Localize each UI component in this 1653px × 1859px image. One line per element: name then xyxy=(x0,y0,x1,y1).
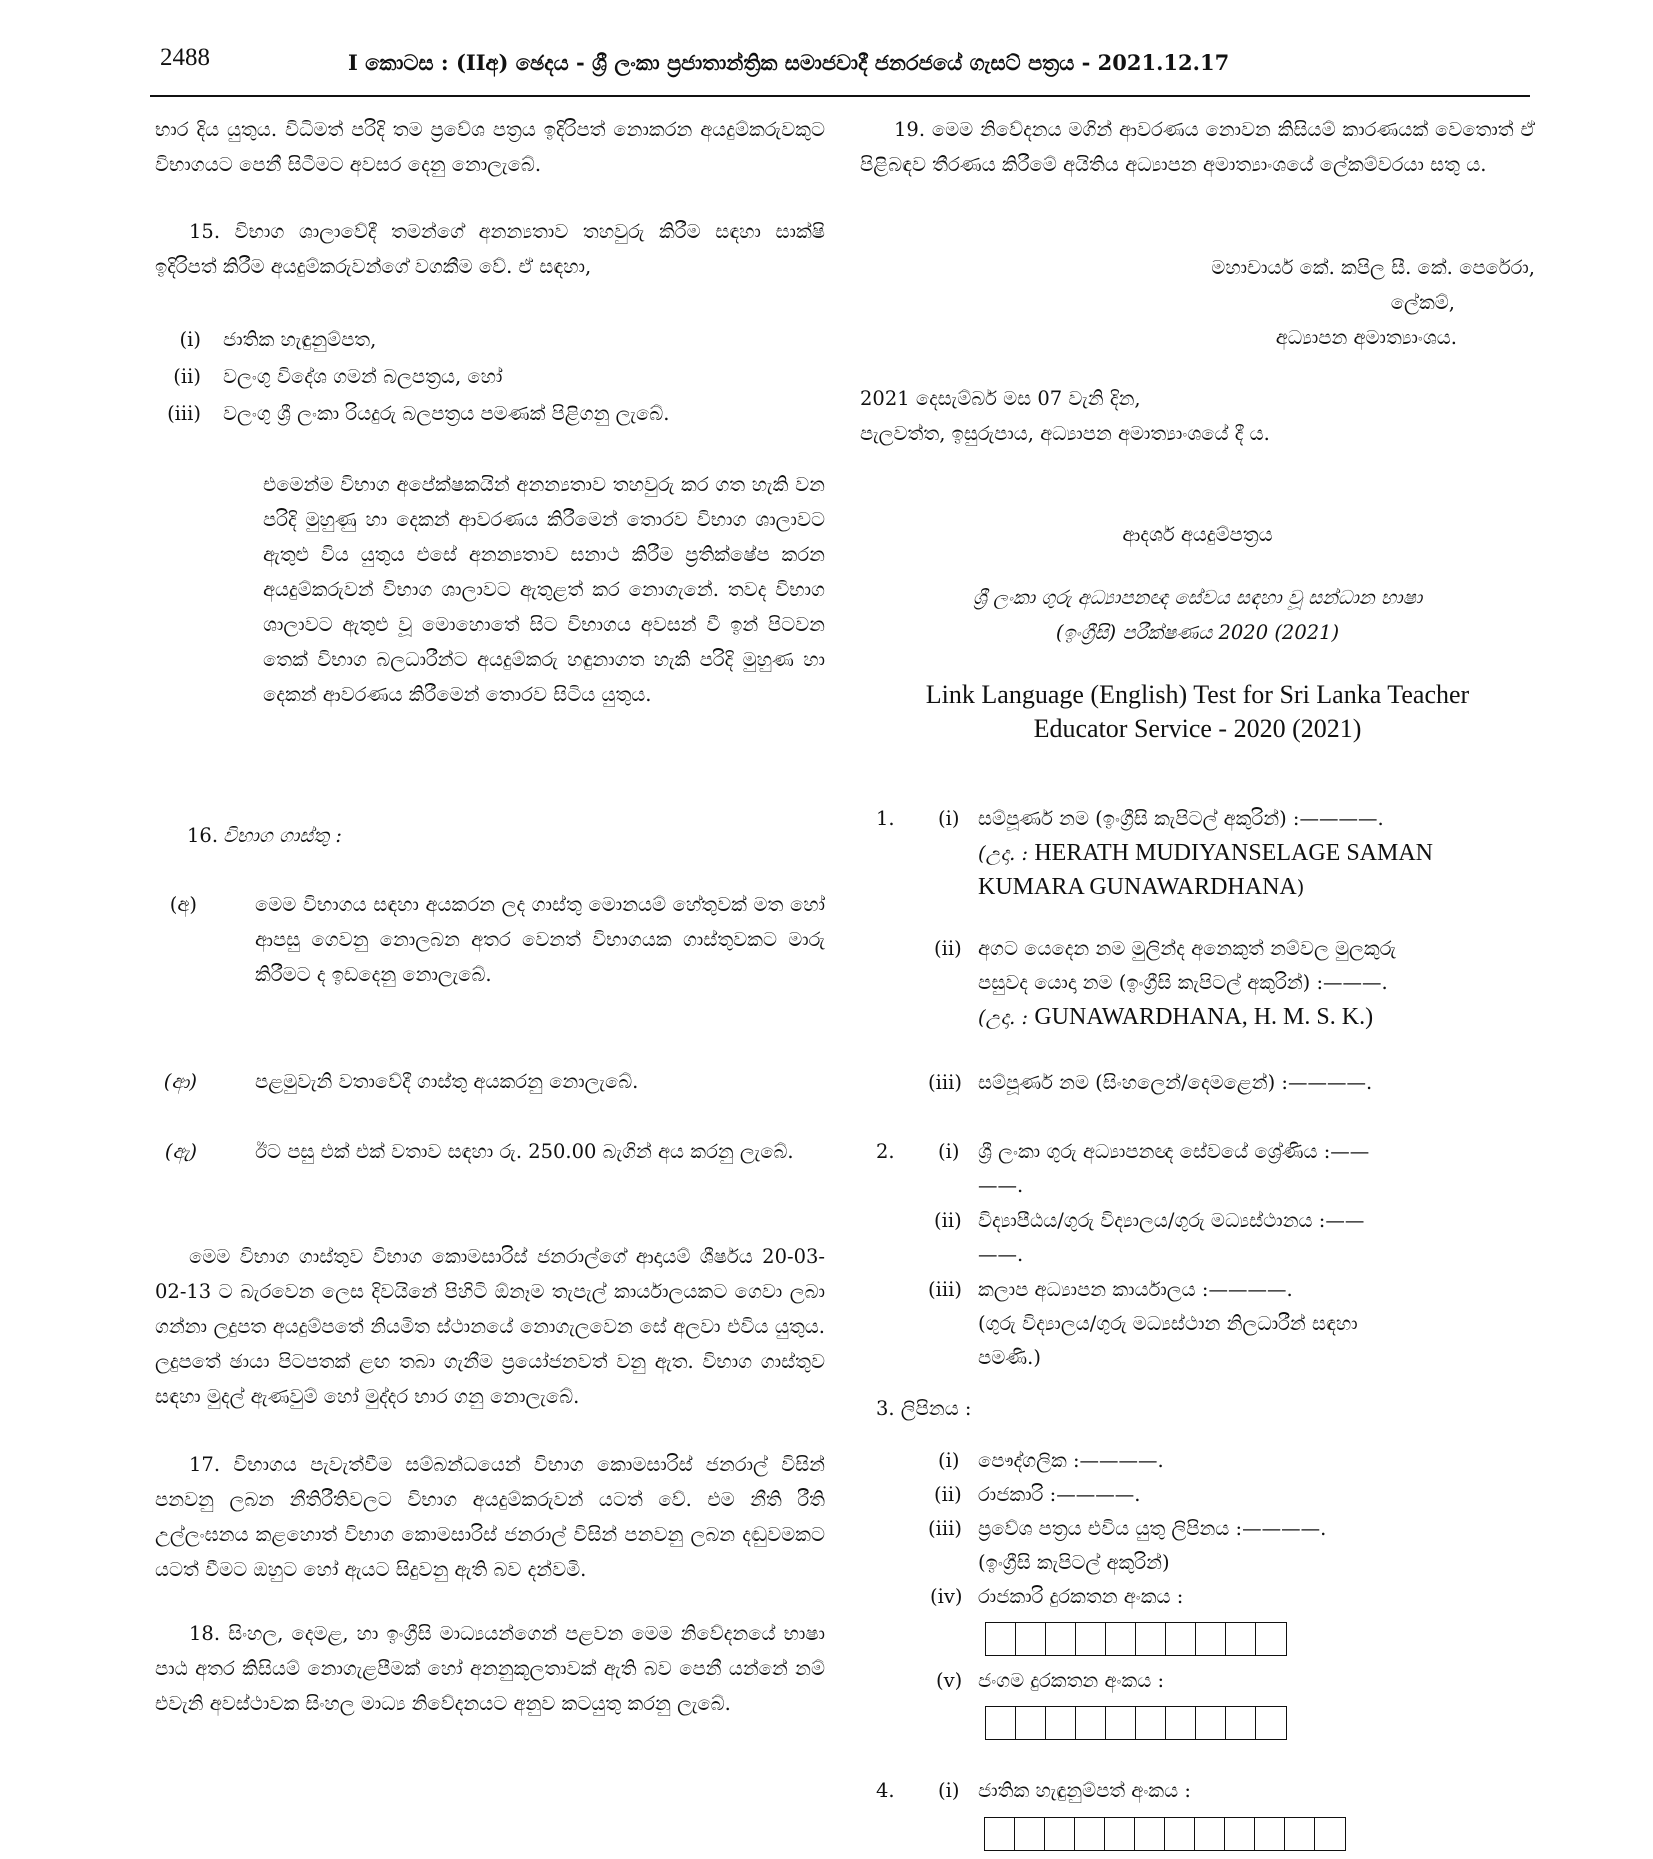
field-official-address: රාජකාරි :————. xyxy=(978,1483,1141,1506)
digit-box[interactable] xyxy=(1226,1707,1256,1739)
english-title-line-1: Link Language (English) Test for Sri Lanka Teacher xyxy=(925,680,1470,709)
question-number: 1. xyxy=(876,807,895,830)
item-label: (i) xyxy=(938,1140,960,1163)
field-service-grade-cont: ——. xyxy=(978,1174,1024,1197)
field-name-with-initials: අගට යෙදෙන නම මුලින්ද අනෙකුත් නම්වල මුලකුරු xyxy=(978,937,1397,960)
example-value: KUMARA GUNAWARDHANA xyxy=(978,874,1297,900)
digit-box[interactable] xyxy=(1256,1707,1286,1739)
item-label: (v) xyxy=(936,1669,963,1692)
list-item xyxy=(155,322,825,357)
section-number: 16. xyxy=(187,824,219,847)
signatory-title: ලේකම්, xyxy=(1390,291,1455,314)
digit-box[interactable] xyxy=(1016,1707,1046,1739)
digit-box[interactable] xyxy=(1045,1818,1075,1850)
digit-box[interactable] xyxy=(1225,1818,1255,1850)
digit-box[interactable] xyxy=(1046,1707,1076,1739)
digit-box[interactable] xyxy=(1076,1623,1106,1655)
field-nic-number: ජාතික හැඳුනුම්පත් අංකය : xyxy=(978,1779,1191,1802)
paragraph-16-fee-payment: මෙම විභාග ගාස්තුව විභාග කොමසාරිස් ජනරාල්ගේ ආදායම් ශීර්ෂය 20-03-02-13 ට බැරවෙන ලෙස දිවයිනේ පිහිටි ඕනෑම තැපැල් කාර්යාලයකට ගෙවා ලබා ගන්නා ලදුපත අයදුම්පතේ නියමිත ස්ථානයේ නොගැලවෙන සේ අලවා එවිය යුතුය. ලදුපතේ ඡායා පිටපතක් ළඟ තබා ගැනීම ප්‍රයෝජනවත් වනු ඇත. විභාග ගාස්තුව සඳහා මුදල් ඇණවුම් හෝ මුද්දර භාර ගනු නොලැබේ. xyxy=(155,1245,825,1408)
list-item xyxy=(155,359,825,394)
item-label: (iii) xyxy=(928,1071,962,1094)
question-address-heading: 3. ලිපිනය : xyxy=(876,1397,972,1420)
field-note: (ඉංග්‍රීසි කැපිටල් අකුරින්) xyxy=(978,1551,1170,1574)
paragraph-continued: භාර දිය යුතුය. විධිමත් පරිදි තම ප්‍රවේශ පත්‍රය ඉදිරිපත් නොකරන අයදුම්කරුවකුට විභාගයට පෙනී සිටීමට අවසර දෙනු නොලැබේ. xyxy=(155,118,825,176)
field-institution-cont: ——. xyxy=(978,1243,1024,1266)
item-label: (i) xyxy=(938,1449,960,1472)
digit-box[interactable] xyxy=(1105,1818,1135,1850)
digit-box[interactable] xyxy=(1046,1623,1076,1655)
date-line: 2021 දෙසැම්බර් මස 07 වැනි දින, xyxy=(860,387,1141,410)
place-line: පැලවත්ත, ඉසුරුපාය, අධ්‍යාපන අමාත්‍යාංශයේ දී ය. xyxy=(860,422,1270,445)
list-text: ඊට පසු එක් එක් වතාව සඳහා රු. 250.00 බැගින් අය කරනු ලැබේ. xyxy=(255,1140,794,1163)
field-institution: විද්‍යාපීඨය/ගුරු විද්‍යාලය/ගුරු මධ්‍යස්ථානය :—— xyxy=(978,1209,1365,1232)
field-private-address: පෞද්ගලික :————. xyxy=(978,1449,1164,1472)
item-label: (i) xyxy=(938,807,960,830)
example-line xyxy=(978,870,1304,905)
digit-box[interactable] xyxy=(1315,1818,1345,1850)
question-number: 2. xyxy=(876,1140,895,1163)
digit-box[interactable] xyxy=(1196,1707,1226,1739)
digit-box[interactable] xyxy=(1166,1707,1196,1739)
item-label: (ii) xyxy=(934,937,962,960)
example-prefix: (උදා. : xyxy=(978,1006,1029,1029)
list-text: වලංගු ශ්‍රී ලංකා රියදුරු බලපත්‍රය පමණක් පිළිගනු ලැබේ. xyxy=(223,402,670,425)
list-text: වලංගු විදේශ ගමන් බලපත්‍රය, හෝ xyxy=(223,365,503,388)
example-prefix: (උදා. : xyxy=(978,842,1029,865)
item-label: (iii) xyxy=(928,1517,962,1540)
field-note-cont: පමණි.) xyxy=(978,1346,1041,1369)
list-label: (ඇ) xyxy=(164,1140,197,1163)
digit-box[interactable] xyxy=(1015,1818,1045,1850)
nic-number-boxes[interactable] xyxy=(984,1817,1346,1851)
field-mobile-phone: ජංගම දුරකතන අංකය : xyxy=(978,1669,1165,1692)
field-note: (ගුරු විද්‍යාලය/ගුරු මධ්‍යස්ථාන නිලධාරීන් සඳහා xyxy=(978,1312,1358,1335)
digit-box[interactable] xyxy=(1226,1623,1256,1655)
field-name-with-initials-cont: පසුවද යොදා නම (ඉංග්‍රීසි කැපිටල් අකුරින්) :———. xyxy=(978,971,1388,994)
digit-box[interactable] xyxy=(1106,1623,1136,1655)
list-label: (i) xyxy=(179,328,201,351)
digit-box[interactable] xyxy=(1285,1818,1315,1850)
digit-box[interactable] xyxy=(1106,1707,1136,1739)
digit-box[interactable] xyxy=(986,1707,1016,1739)
digit-box[interactable] xyxy=(1136,1623,1166,1655)
digit-box[interactable] xyxy=(985,1818,1015,1850)
field-full-name-english: සම්පූර්ණ නම (ඉංග්‍රීසි කැපිටල් අකුරින්) :————. xyxy=(978,807,1384,830)
list-text: මෙම විභාගය සඳහා අයකරන ලද ගාස්තු මොනයම් හේතුවක් මත හෝ ආපසු ගෙවනු නොලබන අතර වෙනත් විභාගයක ගාස්තුවකට මාරු කිරීමට ද ඉඩදෙනු නොලැබේ. xyxy=(255,893,825,986)
list-label: (අ) xyxy=(169,893,197,916)
list-item xyxy=(155,396,825,431)
example-close: ) xyxy=(1296,876,1305,899)
paragraph-19: 19. මෙම නිවේදනය මගින් ආවරණය නොවන කිසියම් කාරණයක් වෙතොත් ඒ පිළිබඳව තීරණය කිරීමේ අයිතිය අධ්‍යාපන අමාත්‍යාංශයේ ලේකම්වරයා සතු ය. xyxy=(860,118,1535,176)
item-label: (iii) xyxy=(928,1278,962,1301)
digit-box[interactable] xyxy=(1195,1818,1225,1850)
digit-box[interactable] xyxy=(1016,1623,1046,1655)
digit-box[interactable] xyxy=(1255,1818,1285,1850)
digit-box[interactable] xyxy=(1075,1818,1105,1850)
sinhala-title-line-2: (ඉංග්‍රීසි) පරීක්ෂණය 2020 (2021) xyxy=(1055,621,1340,644)
field-zonal-office: කලාප අධ්‍යාපන කාර්යාලය :————. xyxy=(978,1278,1293,1301)
signatory-name: මහාචාර්ය කේ. කපිල සී. කේ. පෙරේරා, xyxy=(1211,256,1535,279)
model-application-heading: ආදර්ශ අයදුම්පත්‍රය xyxy=(1122,523,1273,546)
field-office-phone: රාජකාරි දුරකතන අංකය : xyxy=(978,1585,1184,1608)
english-title-line-2: Educator Service - 2020 (2021) xyxy=(1033,714,1362,743)
item-label: (i) xyxy=(938,1779,960,1802)
item-label: (iv) xyxy=(930,1585,963,1608)
list-label: (ආ) xyxy=(163,1070,197,1093)
list-label: (iii) xyxy=(167,402,201,425)
list-text: ජාතික හැඳුනුම්පත, xyxy=(223,328,377,351)
digit-box[interactable] xyxy=(986,1623,1016,1655)
digit-box[interactable] xyxy=(1165,1818,1195,1850)
digit-box[interactable] xyxy=(1196,1623,1226,1655)
list-text: පළමුවැනි වතාවේදී ගාස්තු අයකරනු නොලැබේ. xyxy=(255,1070,639,1093)
gazette-header-title: I කොටස : (IIඅ) ඡෙදය - ශ්‍රී ලංකා ප්‍රජාතාන්ත්‍රික සමාජවාදී ජනරජයේ ගැසට් පත්‍රය - 2021.12.17 xyxy=(348,50,1230,75)
item-label: (ii) xyxy=(934,1483,962,1506)
question-number: 4. xyxy=(876,1779,895,1802)
digit-box[interactable] xyxy=(1136,1707,1166,1739)
section-title: විභාග ගාස්තු : xyxy=(223,824,342,847)
paragraph-15: 15. විභාග ශාලාවේදී තමන්ගේ අනන්‍යතාව තහවුරු කිරීම සඳහා සාක්ෂි ඉදිරිපත් කිරීම අයදුම්කරුවන්ගේ වගකීම වේ. ඒ සඳහා, xyxy=(155,220,825,278)
section-16-heading xyxy=(155,818,825,853)
digit-box[interactable] xyxy=(1135,1818,1165,1850)
sinhala-title-line-1: ශ්‍රී ලංකා ගුරු අධ්‍යාපනඥ සේවය සඳහා වූ සන්ධාන භාෂා xyxy=(972,586,1423,609)
list-label: (ii) xyxy=(173,365,201,388)
office-phone-boxes[interactable] xyxy=(985,1622,1287,1656)
signatory-ministry: අධ්‍යාපන අමාත්‍යාංශය. xyxy=(1275,326,1457,349)
item-label: (ii) xyxy=(934,1209,962,1232)
digit-box[interactable] xyxy=(1166,1623,1196,1655)
digit-box[interactable] xyxy=(1076,1707,1106,1739)
field-admission-address: ප්‍රවේශ පත්‍රය එවිය යුතු ලිපිනය :————. xyxy=(978,1517,1327,1540)
page-number: 2488 xyxy=(160,44,210,71)
example-value: GUNAWARDHANA, H. M. S. K.) xyxy=(1034,1004,1374,1030)
paragraph-17: 17. විභාගය පැවැත්වීම සම්බන්ධයෙන් විභාග කොමසාරිස් ජනරාල් විසින් පනවනු ලබන නීතිරීතිවලට විභාග අයදුම්කරුවන් යටත් වේ. එම නීති රීති උල්ලංඝනය කළහොත් විභාග කොමසාරිස් ජනරාල් විසින් පනවනු ලබන දඬුවමකට යටත් වීමට ඔහුට හෝ ඇයට සිදුවනු ඇති බව දන්වමි. xyxy=(155,1453,825,1581)
example-value: HERATH MUDIYANSELAGE SAMAN xyxy=(1034,840,1433,866)
mobile-phone-boxes[interactable] xyxy=(985,1706,1287,1740)
paragraph-18: 18. සිංහල, දෙමළ, හා ඉංග්‍රීසි මාධ්‍යයන්ගෙන් පළවන මෙම නිවේදනයේ භාෂා පාඨ අතර කිසියම් නොගැළපීමක් හෝ අනනුකූලතාවක් ඇති බව පෙනී යන්නේ නම් එවැනි අවස්ථාවක සිංහල මාධ්‍ය නිවේදනයට අනුව කටයුතු කරනු ලැබේ. xyxy=(155,1622,825,1715)
field-service-grade: ශ්‍රී ලංකා ගුරු අධ්‍යාපනඥ සේවයේ ශ්‍රේණිය :—— xyxy=(978,1140,1370,1163)
example-line xyxy=(978,1000,1373,1035)
header-rule xyxy=(150,95,1530,97)
example-line xyxy=(978,836,1433,871)
field-full-name-sinhala-tamil: සම්පූර්ණ නම (සිංහලෙන්/දෙමළෙන්) :————. xyxy=(978,1071,1373,1094)
paragraph-15-continued: එමෙන්ම විභාග අපේක්ෂකයින් අනන්‍යතාව තහවුරු කර ගත හැකි වන පරිදි මුහුණු හා දෙකන් ආවරණය කිරීමෙන් තොරව විභාග ශාලාවට ඇතුළු විය යුතුය එසේ අනන්‍යතාව සනාථ කිරීම ප්‍රතික්ෂේප කරන අයදුම්කරුවන් විභාග ශාලාවට ඇතුළත් කර නොගැනේ. තවද විභාග ශාලාවට ඇතුළු වූ මොහොතේ සිට විභාගය අවසන් වී ඉන් පිටවන තෙක් විභාග බලධාරීන්ට අයදුම්කරු හඳුනාගත හැකි පරිදි මුහුණ හා දෙකන් ආවරණය කිරීමෙන් තොරව සිටිය යුතුය. xyxy=(263,473,825,706)
digit-box[interactable] xyxy=(1256,1623,1286,1655)
